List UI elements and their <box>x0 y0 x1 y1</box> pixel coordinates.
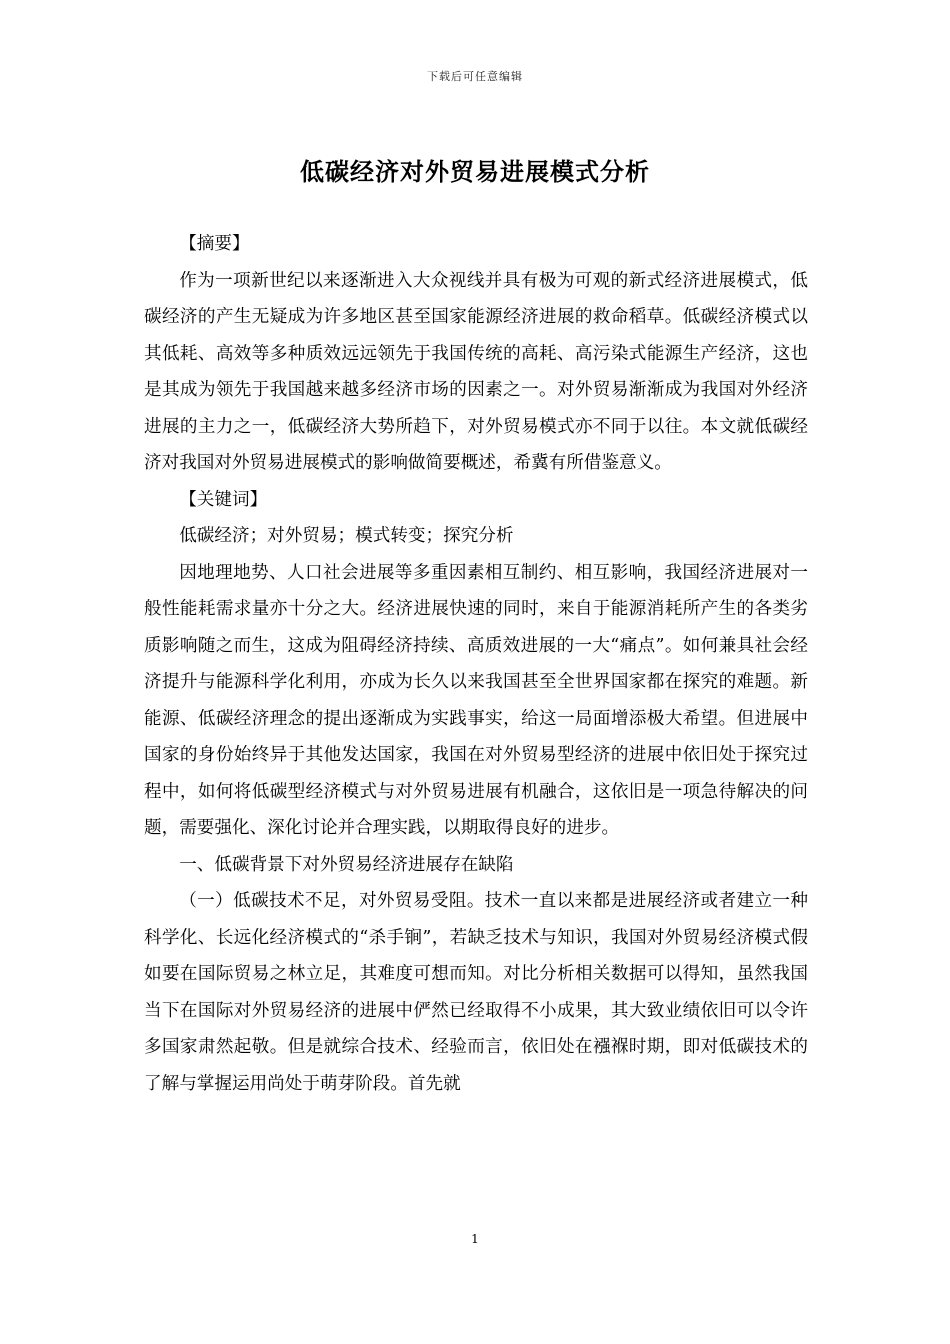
abstract-paragraph: 作为一项新世纪以来逐渐进入大众视线并具有极为可观的新式经济进展模式，低碳经济的产生无疑成为许多地区甚至国家能源经济进展的救命稻草。低碳经济模式以其低耗、高效等多种质效远远领先于我国传统的高耗、高污染式能源生产经济，这也是其成为领先于我国越来越多经济市场的因素之一。对外贸易渐渐成为我国对外经济进展的主力之一，低碳经济大势所趋下，对外贸易模式亦不同于以往。本文就低碳经济对我国对外贸易进展模式的影响做简要概述，希冀有所借鉴意义。 <box>144 270 808 473</box>
section-label-keywords: 【关键词】 <box>179 489 268 510</box>
body-paragraph: （一）低碳技术不足，对外贸易受阻。技术一直以来都是进展经济或者建立一种科学化、长远化经济模式的“杀手锏”，若缺乏技术与知识，我国对外贸易经济模式假如要在国际贸易之林立足，其难度可想而知。对比分析相关数据可以得知，虽然我国当下在国际对外贸易经济的进展中俨然已经取得不小成果，其大致业绩依旧可以令许多国家肃然起敬。但是就综合技术、经验而言，依旧处在襁褓时期，即对低碳技术的了解与掌握运用尚处于萌芽阶段。首先就 <box>144 891 808 1094</box>
header-note: 下载后可任意编辑 <box>427 70 523 83</box>
page-number: 1 <box>471 1232 479 1246</box>
section-heading-1: 一、低碳背景下对外贸易经济进展存在缺陷 <box>179 854 514 875</box>
document-title: 低碳经济对外贸易进展模式分析 <box>300 157 650 186</box>
keywords-paragraph: 低碳经济；对外贸易；模式转变；探究分析 <box>179 526 514 546</box>
section-label-abstract: 【摘要】 <box>179 234 250 254</box>
document-body <box>144 226 808 1102</box>
intro-paragraph: 因地理地势、人口社会进展等多重因素相互制约、相互影响，我国经济进展对一般性能耗需求量亦十分之大。经济进展快速的同时，来自于能源消耗所产生的各类劣质影响随之而生，这成为阻碍经济持续、高质效进展的一大“痛点”。如何兼具社会经济提升与能源科学化利用，亦成为长久以来我国甚至全世界国家都在探究的难题。新能源、低碳经济理念的提出逐渐成为实践事实，给这一局面增添极大希望。但进展中国家的身份始终异于其他发达国家，我国在对外贸易型经济的进展中依旧处于探究过程中，如何将低碳型经济模式与对外贸易进展有机融合，这依旧是一项急待解决的问题，需要强化、深化讨论并合理实践，以期取得良好的进步。 <box>144 562 808 838</box>
